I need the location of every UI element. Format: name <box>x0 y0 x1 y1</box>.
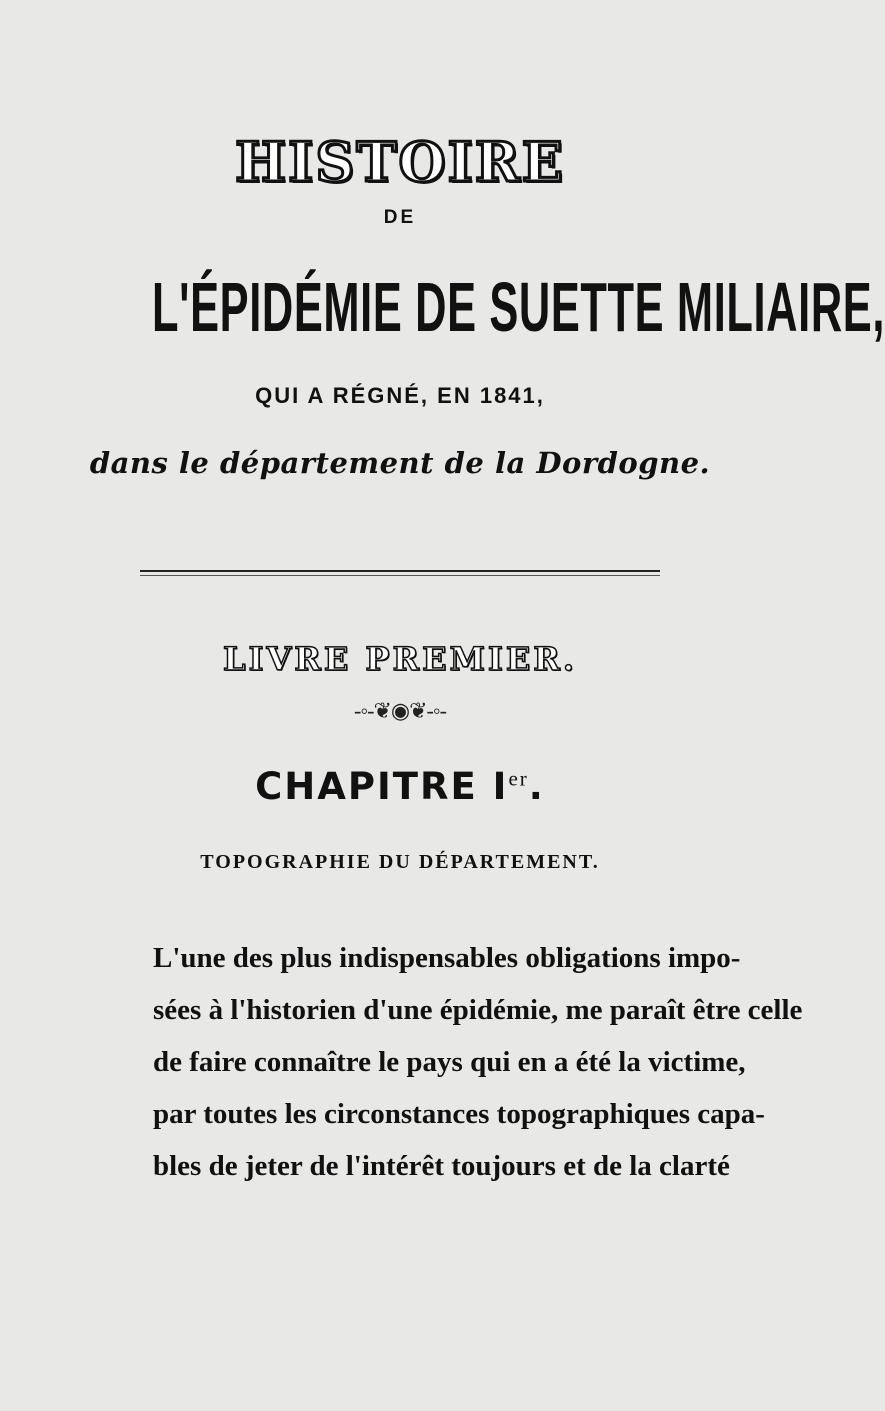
ornate-title: HISTOIRE <box>235 130 565 194</box>
body-line: par toutes les circonstances topographiques capa- <box>153 1098 765 1130</box>
chapter-label: CHAPITRE I <box>255 765 509 808</box>
chapter-dot: . <box>528 765 545 808</box>
body-paragraph <box>153 932 803 1192</box>
body-line: de faire connaître le pays qui en a été la victime, <box>153 1046 746 1078</box>
chapter-heading <box>0 765 800 808</box>
book-heading: LIVRE PREMIER. <box>223 640 577 678</box>
ornament-flourish: -◦-❦◉❦-◦- <box>354 698 446 723</box>
body-line: L'une des plus indispensables obligations impo- <box>153 942 741 974</box>
divider-rule-thin <box>140 575 660 576</box>
title-preposition: DE <box>383 207 417 228</box>
section-title: TOPOGRAPHIE DU DÉPARTEMENT. <box>200 851 600 873</box>
subtitle-year: QUI A RÉGNÉ, EN 1841, <box>255 383 545 408</box>
divider-rule <box>140 570 660 572</box>
chapter-superscript: er <box>508 766 529 791</box>
main-title: L'ÉPIDÉMIE DE SUETTE MILIAIRE, <box>152 268 885 346</box>
body-line: bles de jeter de l'intérêt toujours et de la clarté <box>153 1150 730 1182</box>
body-line: sées à l'historien d'une épidémie, me paraît être celle <box>153 994 803 1026</box>
department-line: dans le département de la Dordogne. <box>89 446 711 480</box>
